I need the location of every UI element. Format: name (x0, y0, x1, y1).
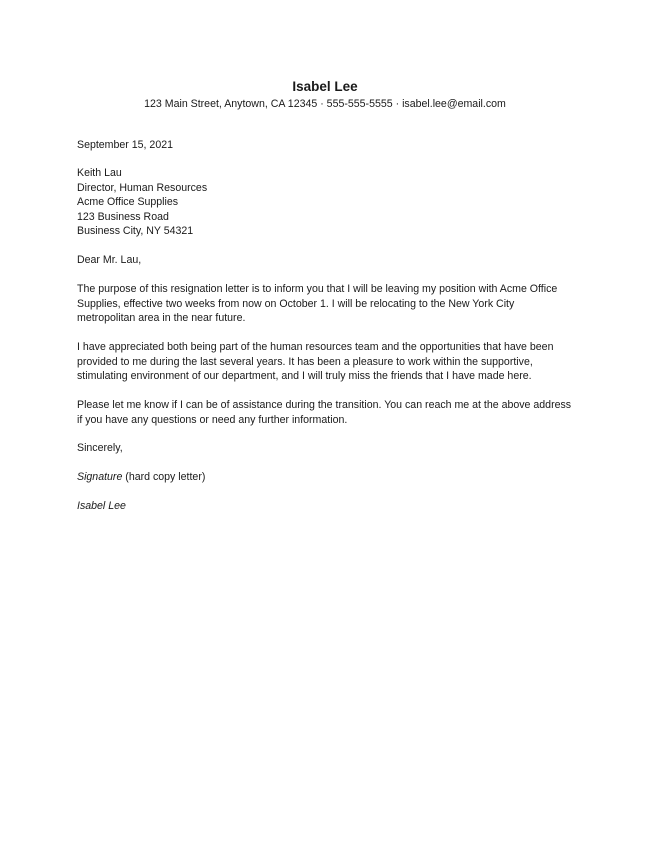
sender-name: Isabel Lee (292, 79, 358, 94)
paragraph-line: stimulating environment of our department, and I will truly miss the friends that I have made here. (77, 370, 532, 382)
signature-block (77, 470, 577, 485)
paragraph-line: Please let me know if I can be of assistance during the transition. You can reach me at the above address (77, 399, 572, 411)
recipient-street: 123 Business Road (77, 210, 169, 223)
paragraph-line: The purpose of this resignation letter is to inform you that I will be leaving my position with Acme Office (77, 283, 558, 295)
typed-name: Isabel Lee (77, 500, 126, 512)
closing: Sincerely, (77, 442, 123, 454)
letter-date: September 15, 2021 (77, 139, 174, 151)
recipient-name: Keith Lau (77, 167, 122, 179)
recipient-address (77, 166, 577, 239)
salutation: Dear Mr. Lau, (77, 254, 142, 266)
paragraph-line: metropolitan area in the near future. (77, 312, 246, 324)
paragraph-line: if you have any questions or need any further information. (77, 413, 348, 426)
recipient-title: Director, Human Resources (77, 181, 208, 194)
recipient-company: Acme Office Supplies (77, 196, 179, 208)
signature-label: Signature (77, 471, 123, 483)
body-paragraph-1 (77, 282, 577, 326)
body-paragraph-2 (77, 340, 577, 384)
paragraph-line: I have appreciated both being part of the human resources team and the opportunities that have been (77, 341, 554, 353)
body-paragraph-3 (77, 398, 577, 427)
sender-contact-line: 123 Main Street, Anytown, CA 12345 · 555-555-5555 · isabel.lee@email.com (144, 98, 506, 110)
letterhead (0, 78, 650, 111)
paragraph-line: provided to me during the last several years. It has been a pleasure to work within the supportive, (77, 355, 533, 368)
paragraph-line: Supplies, effective two weeks from now on October 1. I will be relocating to the New York City (77, 297, 515, 310)
signature-note: (hard copy letter) (122, 471, 206, 483)
recipient-city-state-zip: Business City, NY 54321 (77, 225, 194, 237)
